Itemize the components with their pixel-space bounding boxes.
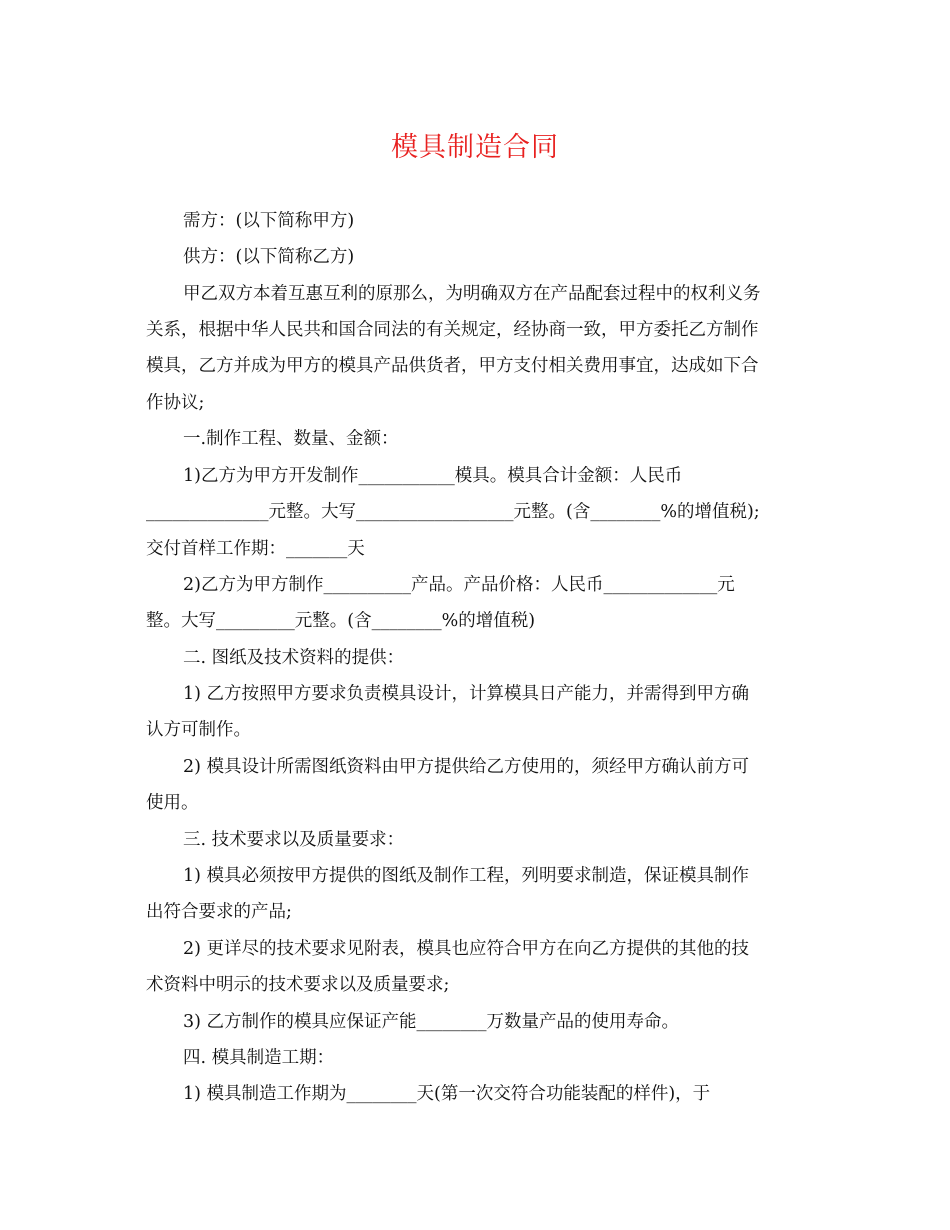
paragraph-line: 作协议;	[146, 393, 205, 413]
paragraph-line: 术资料中明示的技术要求以及质量要求;	[146, 975, 450, 995]
paragraph-line: 2)乙方为甲方制作__________产品。产品价格：人民币_____________元	[183, 575, 735, 595]
section-heading: 三. 技术要求以及质量要求：	[183, 830, 405, 850]
document-title: 模具制造合同	[391, 132, 559, 163]
paragraph-line: 甲乙双方本着互惠互利的原那么，为明确双方在产品配套过程中的权利义务	[183, 284, 761, 304]
section-heading: 一.制作工程、数量、金额：	[183, 429, 399, 449]
paragraph-line: 2) 模具设计所需图纸资料由甲方提供给乙方使用的，须经甲方确认前方可	[183, 757, 750, 777]
paragraph-line: 1) 模具制造工作期为________天(第一次交符合功能装配的样件)，于	[183, 1084, 711, 1104]
paragraph-line: 交付首样工作期：_______天	[146, 539, 365, 559]
paragraph-line: 1)乙方为甲方开发制作___________模具。模具合计金额：人民币	[183, 466, 683, 486]
paragraph-line: 使用。	[146, 793, 199, 813]
paragraph-line: 出符合要求的产品;	[146, 902, 292, 922]
section-heading: 二. 图纸及技术资料的提供：	[183, 648, 405, 668]
paragraph-line: 关系，根据中华人民共和国合同法的有关规定，经协商一致，甲方委托乙方制作	[146, 320, 759, 340]
paragraph-line: 1) 乙方按照甲方要求负责模具设计，计算模具日产能力，并需得到甲方确	[183, 684, 750, 704]
paragraph-line: ______________元整。大写__________________元整。(含________%的增值税);	[146, 502, 760, 522]
paragraph-line: 供方：(以下简称乙方)	[183, 247, 355, 267]
paragraph-line: 模具，乙方并成为甲方的模具产品供货者，甲方支付相关费用事宜，达成如下合	[146, 356, 759, 376]
paragraph-line: 2) 更详尽的技术要求见附表，模具也应符合甲方在向乙方提供的其他的技	[183, 939, 750, 959]
paragraph-line: 整。大写_________元整。(含________%的增值税)	[146, 611, 536, 631]
paragraph-line: 需方：(以下简称甲方)	[183, 211, 355, 231]
paragraph-line: 3) 乙方制作的模具应保证产能________万数量产品的使用寿命。	[183, 1012, 680, 1032]
paragraph-line: 1) 模具必须按甲方提供的图纸及制作工程，列明要求制造，保证模具制作	[183, 866, 750, 886]
section-heading: 四. 模具制造工期：	[183, 1048, 335, 1068]
paragraph-line: 认方可制作。	[146, 720, 251, 740]
